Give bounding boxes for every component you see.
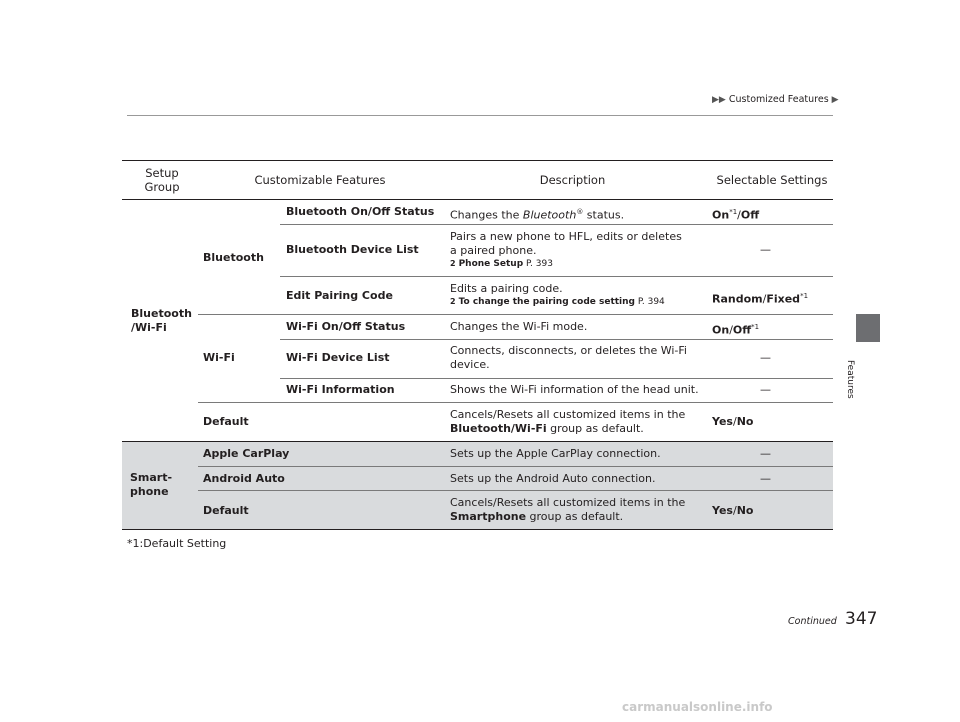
subgroup-default: Default — [203, 415, 249, 428]
group-smartphone: Smart- phone — [130, 471, 173, 498]
cross-reference[interactable]: 2 Phone Setup P. 393 — [450, 259, 553, 269]
footnote: *1:Default Setting — [127, 537, 227, 550]
table-top-rule — [122, 160, 833, 161]
header-features: Customizable Features — [254, 173, 386, 187]
desc-bluetooth-device-list: Pairs a new phone to HFL, edits or deletes a paired phone. 2 Phone Setup P. 393 — [450, 230, 690, 270]
settings-apple-carplay: — — [760, 447, 771, 460]
row-divider — [280, 224, 833, 225]
row-divider — [198, 314, 833, 315]
header-divider — [127, 115, 833, 116]
row-divider — [198, 466, 833, 467]
settings-wifi-device-list: — — [760, 351, 771, 364]
settings-edit-pairing-code: Random/Fixed$^{*1}$ — [712, 292, 809, 306]
settings-wifi-status: On/Off$^{*1}$ — [712, 323, 760, 337]
feature-wifi-device-list: Wi-Fi Device List — [286, 351, 390, 364]
settings-wifi-information: — — [760, 383, 771, 396]
group-bluetooth-wifi: Bluetooth /Wi-Fi — [131, 307, 192, 334]
settings-bluetooth-wifi-default: Yes/No — [712, 415, 754, 428]
table-header-rule — [122, 199, 833, 200]
feature-apple-carplay: Apple CarPlay — [203, 447, 290, 460]
chapter-label: Features — [845, 360, 855, 399]
settings-smartphone-default: Yes/No — [712, 504, 754, 517]
header-description: Description — [539, 173, 606, 187]
desc-edit-pairing-code: Edits a pairing code. 2 To change the pairing code setting P. 394 — [450, 282, 710, 308]
desc-bluetooth-status: Changes the Bluetooth® status. — [450, 208, 625, 222]
feature-smartphone-default: Default — [203, 504, 249, 517]
desc-bluetooth-wifi-default: Cancels/Resets all customized items in the Bluetooth/Wi-Fi group as default. — [450, 408, 686, 435]
desc-wifi-status: Changes the Wi-Fi mode. — [450, 320, 588, 333]
breadcrumb-arrow-icon: ▶ — [831, 95, 839, 105]
desc-android-auto: Sets up the Android Auto connection. — [450, 472, 656, 485]
page-number: 347 — [845, 609, 878, 629]
subgroup-bluetooth: Bluetooth — [203, 251, 264, 264]
desc-wifi-information: Shows the Wi-Fi information of the head unit. — [450, 383, 699, 396]
feature-wifi-information: Wi-Fi Information — [286, 383, 395, 396]
settings-bluetooth-device-list: — — [760, 243, 771, 256]
row-divider — [280, 339, 833, 340]
reference-arrow-icon: 2 — [450, 297, 456, 306]
row-divider — [280, 378, 833, 379]
group-divider — [122, 441, 833, 442]
row-divider — [198, 490, 833, 491]
breadcrumb — [712, 94, 839, 105]
header-setup-group: Setup Group — [144, 166, 180, 194]
settings-android-auto: — — [760, 472, 771, 485]
subgroup-wifi: Wi-Fi — [203, 351, 235, 364]
breadcrumb-arrow-icon: ▶▶ — [712, 95, 726, 105]
table-bottom-rule — [122, 529, 833, 530]
cross-reference[interactable]: 2 To change the pairing code setting P. 394 — [450, 297, 665, 307]
reference-arrow-icon: 2 — [450, 259, 456, 268]
breadcrumb-text[interactable]: Customized Features — [728, 94, 829, 105]
feature-bluetooth-device-list: Bluetooth Device List — [286, 243, 419, 256]
continued-label: Continued — [788, 616, 837, 627]
feature-edit-pairing-code: Edit Pairing Code — [286, 289, 393, 302]
feature-wifi-status: Wi-Fi On/Off Status — [286, 320, 406, 333]
row-divider — [280, 276, 833, 277]
watermark: carmanualsonline.info — [622, 700, 773, 714]
desc-apple-carplay: Sets up the Apple CarPlay connection. — [450, 447, 661, 460]
desc-wifi-device-list: Connects, disconnects, or deletes the Wi-Fi device. — [450, 344, 687, 371]
feature-android-auto: Android Auto — [203, 472, 285, 485]
header-settings: Selectable Settings — [716, 173, 828, 187]
chapter-tab[interactable] — [856, 314, 880, 342]
row-divider — [198, 402, 833, 403]
desc-smartphone-default: Cancels/Resets all customized items in the Smartphone group as default. — [450, 496, 686, 523]
settings-bluetooth-status: On$^{*1}$/Off — [712, 208, 760, 222]
feature-bluetooth-status: Bluetooth On/Off Status — [286, 205, 435, 218]
